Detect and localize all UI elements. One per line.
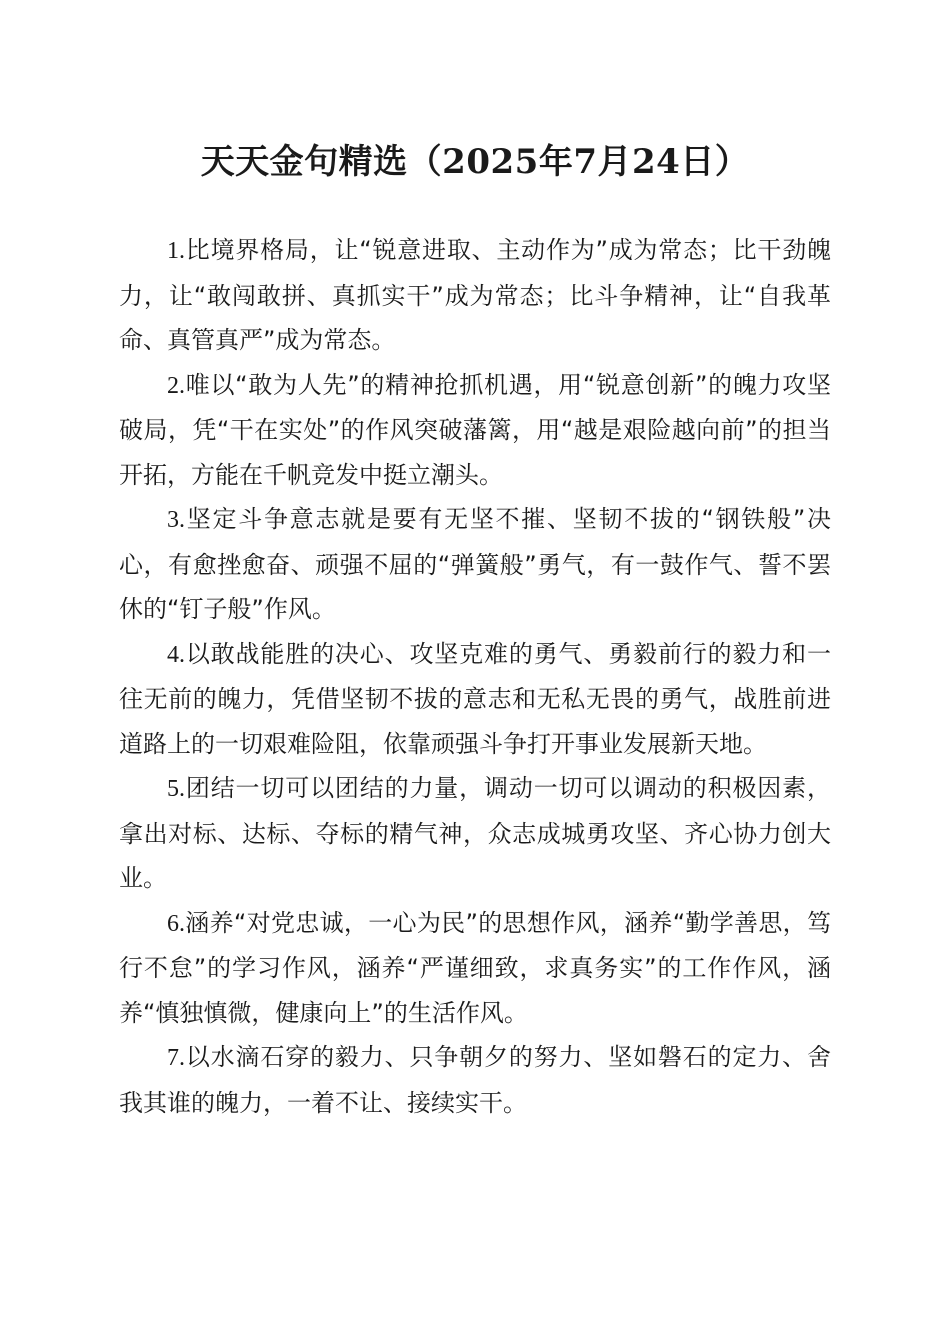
quote-number: 5. [167,776,185,802]
quote-number: 2. [167,372,185,399]
quote-item-7 [119,1035,831,1125]
quote-number: 4. [167,641,185,668]
quote-text: 坚定斗争意志就是要有无坚不摧、坚韧不拔的“钢铁般”决心，有愈挫愈奋、顽强不屈的“弹簧般”勇气，有一鼓作气、誓不罢休的“钉子般”作风。 [119,505,831,623]
quote-text: 涵养“对党忠诚，一心为民”的思想作风，涵养“勤学善思，笃行不怠”的学习作风，涵养“严谨细致，求真务实”的工作作风，涵养“慎独慎微，健康向上”的生活作风。 [119,908,831,1027]
quote-text: 以水滴石穿的毅力、只争朝夕的努力、坚如磐石的定力、舍我其谁的魄力，一着不让、接续实干。 [119,1043,831,1117]
quote-text: 团结一切可以团结的力量，调动一切可以调动的积极因素，拿出对标、达标、夺标的精气神，众志成城勇攻坚、齐心协力创大业。 [119,774,831,892]
quote-item-5 [119,766,831,901]
quote-item-6 [119,901,831,1036]
quote-text: 唯以“敢为人先”的精神抢抓机遇，用“锐意创新”的魄力攻坚破局，凭“干在实处”的作风突破藩篱，用“越是艰险越向前”的担当开拓，方能在千帆竞发中挺立潮头。 [119,370,831,489]
quote-item-2 [119,363,831,498]
quote-item-1 [119,228,831,363]
page-title: 天天金句精选（2025年7月24日） [200,142,750,182]
quote-number: 1. [167,238,185,264]
quote-number: 6. [167,910,185,937]
quote-text: 以敢战能胜的决心、攻坚克难的勇气、勇毅前行的毅力和一往无前的魄力，凭借坚韧不拔的意志和无私无畏的勇气，战胜前进道路上的一切艰难险阻，依靠顽强斗争打开事业发展新天地。 [119,639,831,758]
quote-number: 7. [167,1045,185,1071]
quote-list [119,228,831,1125]
quote-item-3 [119,497,831,632]
quote-text: 比境界格局，让“锐意进取、主动作为”成为常态；比干劲魄力，让“敢闯敢拼、真抓实干”成为常态；比斗争精神，让“自我革命、真管真严”成为常态。 [119,236,831,354]
quote-item-4 [119,632,831,767]
quote-number: 3. [167,507,185,533]
